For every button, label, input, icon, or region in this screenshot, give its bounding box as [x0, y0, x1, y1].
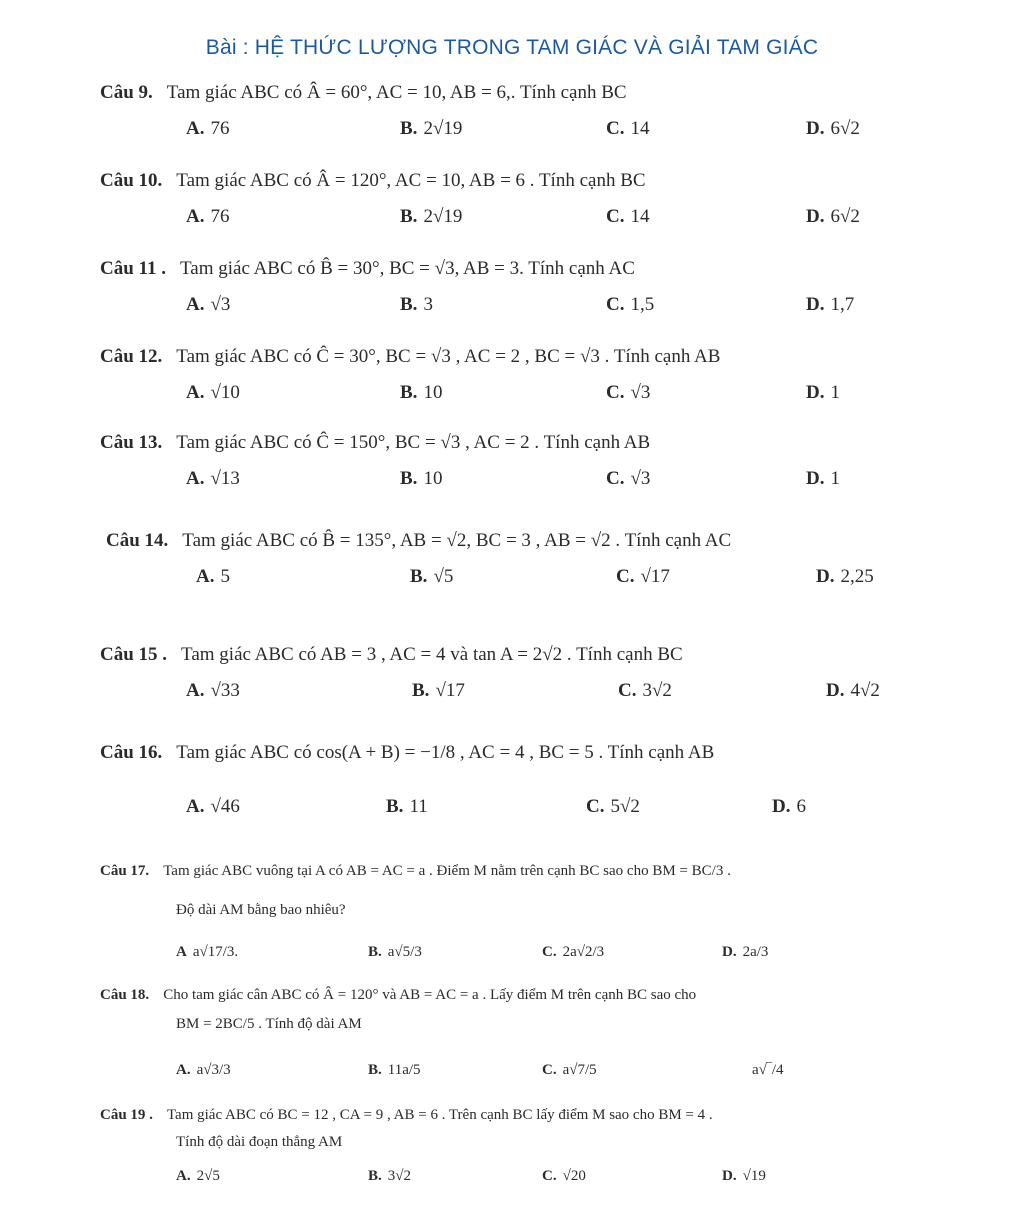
- question-number: Câu 14.: [106, 530, 169, 551]
- option-value: √3: [630, 382, 651, 403]
- question-14: [106, 528, 986, 554]
- option-value: a√5/3: [387, 944, 422, 960]
- answer-options: [196, 566, 996, 600]
- option-label: D.: [816, 566, 835, 587]
- option-value: 3√2: [642, 680, 672, 701]
- option-value: √3: [630, 468, 651, 489]
- option-label: A.: [196, 566, 215, 587]
- option-label: A: [176, 944, 187, 960]
- option-value: √33: [210, 680, 240, 701]
- option-label: B.: [368, 944, 382, 960]
- question-stem-continued: Độ dài AM bằng bao nhiêu?: [176, 902, 346, 918]
- option-value: a√17/3.: [192, 944, 239, 960]
- option-value: 3: [423, 294, 433, 315]
- question-number: Câu 15 .: [100, 644, 168, 665]
- option-label: D.: [806, 468, 825, 489]
- option-value: √17: [640, 566, 670, 587]
- option-label: C.: [606, 206, 625, 227]
- question-number: Câu 19 .: [100, 1107, 153, 1123]
- option-label: A.: [186, 294, 205, 315]
- answer-options: [186, 118, 986, 152]
- option-value: 6√2: [830, 118, 860, 139]
- option-value: 1: [830, 468, 840, 489]
- question-15: [100, 642, 980, 668]
- option-value: 2√19: [423, 206, 463, 227]
- option-value: 3√2: [387, 1168, 411, 1184]
- option-value: 11a/5: [387, 1062, 421, 1078]
- answer-options: [176, 1168, 976, 1202]
- option-value: 1,5: [630, 294, 655, 315]
- option-label: A.: [186, 468, 205, 489]
- question-16: [100, 740, 980, 766]
- option-label: D.: [722, 1168, 737, 1184]
- option-label: B.: [386, 796, 404, 817]
- question-stem: Tam giác ABC có B̂ = 30°, BC = √3, AB = 3. Tính cạnh AC: [180, 258, 635, 279]
- option-value: 14: [630, 118, 650, 139]
- option-label: C.: [542, 1062, 557, 1078]
- option-label: A.: [186, 206, 205, 227]
- option-label: B.: [368, 1168, 382, 1184]
- option-value: √19: [742, 1168, 766, 1184]
- question-17: [100, 858, 980, 884]
- option-value: 6√2: [830, 206, 860, 227]
- answer-options: [176, 944, 976, 978]
- option-value: 2√5: [196, 1168, 220, 1184]
- question-stem: Tam giác ABC có Ĉ = 150°, BC = √3 , AC = 2 . Tính cạnh AB: [176, 432, 651, 453]
- option-label: C.: [542, 1168, 557, 1184]
- option-value: √46: [210, 796, 240, 817]
- question-10: [100, 168, 980, 194]
- option-value: √20: [562, 1168, 586, 1184]
- option-value: 14: [630, 206, 650, 227]
- question-stem: Tam giác ABC có AB = 3 , AC = 4 và tan A = 2√2 . Tính cạnh BC: [181, 644, 683, 665]
- option-value: 6: [796, 796, 806, 817]
- question-number: Câu 13.: [100, 432, 163, 453]
- question-12: [100, 344, 980, 370]
- option-label: D.: [806, 294, 825, 315]
- option-value: √13: [210, 468, 240, 489]
- question-19: [100, 1102, 980, 1128]
- question-stem: Tam giác ABC có B̂ = 135°, AB = √2, BC = 3 , AB = √2 . Tính cạnh AC: [182, 530, 732, 551]
- option-value: 5√2: [610, 796, 640, 817]
- option-label: C.: [616, 566, 635, 587]
- option-label: A.: [186, 118, 205, 139]
- option-label: B.: [400, 382, 418, 403]
- option-value: 5: [220, 566, 230, 587]
- option-label: C.: [606, 468, 625, 489]
- option-value: 2a/3: [742, 944, 769, 960]
- question-number: Câu 18.: [100, 987, 150, 1003]
- option-label: D.: [806, 118, 825, 139]
- option-value: √5: [433, 566, 454, 587]
- option-value: √17: [435, 680, 465, 701]
- option-label: D.: [772, 796, 791, 817]
- question-stem-continued: BM = 2BC/5 . Tính độ dài AM: [176, 1016, 362, 1032]
- option-label: A.: [186, 680, 205, 701]
- option-label: C.: [586, 796, 605, 817]
- answer-options: [186, 206, 986, 240]
- option-label: A.: [186, 382, 205, 403]
- question-18: [100, 982, 980, 1008]
- question-stem: Cho tam giác cân ABC có Â = 120° và AB = AC = a . Lấy điểm M trên cạnh BC sao cho: [163, 987, 697, 1003]
- answer-options: [186, 294, 986, 328]
- option-label: C.: [618, 680, 637, 701]
- option-value: 1: [830, 382, 840, 403]
- option-value: 10: [423, 382, 443, 403]
- page-title: Bài : HỆ THỨC LƯỢNG TRONG TAM GIÁC VÀ GIẢI TAM GIÁC: [205, 36, 819, 59]
- question-number: Câu 9.: [100, 82, 153, 103]
- option-label: A.: [176, 1062, 191, 1078]
- question-stem: Tam giác ABC có Â = 60°, AC = 10, AB = 6,. Tính cạnh BC: [166, 82, 627, 103]
- option-label: D.: [806, 206, 825, 227]
- question-number: Câu 12.: [100, 346, 163, 367]
- question-9: [100, 80, 980, 106]
- option-label: B.: [368, 1062, 382, 1078]
- answer-options: [186, 382, 986, 416]
- question-stem: Tam giác ABC vuông tại A có AB = AC = a . Điểm M nằm trên cạnh BC sao cho BM = BC/3 .: [163, 863, 731, 879]
- answer-options: [186, 796, 986, 830]
- option-label: D.: [722, 944, 737, 960]
- option-value: 1,7: [830, 294, 855, 315]
- option-value: 76: [210, 118, 230, 139]
- option-value: a√7/5: [562, 1062, 597, 1078]
- option-value: √10: [210, 382, 240, 403]
- question-number: Câu 16.: [100, 742, 163, 763]
- answer-options: [186, 680, 986, 714]
- question-stem: Tam giác ABC có cos(A + B) = −1/8 , AC = 4 , BC = 5 . Tính cạnh AB: [176, 742, 715, 763]
- option-label: C.: [606, 382, 625, 403]
- option-value: √3: [210, 294, 231, 315]
- question-stem: Tam giác ABC có BC = 12 , CA = 9 , AB = 6 . Trên cạnh BC lấy điểm M sao cho BM = 4 .: [166, 1107, 713, 1123]
- question-stem: Tam giác ABC có Ĉ = 30°, BC = √3 , AC = 2 , BC = √3 . Tính cạnh AB: [176, 346, 721, 367]
- question-stem: Tam giác ABC có Â = 120°, AC = 10, AB = 6 . Tính cạnh BC: [176, 170, 646, 191]
- question-13: [100, 430, 980, 456]
- option-label: C.: [606, 294, 625, 315]
- option-label: C.: [606, 118, 625, 139]
- option-label: D.: [806, 382, 825, 403]
- question-number: Câu 11 .: [100, 258, 166, 279]
- option-label: B.: [400, 118, 418, 139]
- option-label: B.: [400, 294, 418, 315]
- option-label: B.: [410, 566, 428, 587]
- option-label: A.: [176, 1168, 191, 1184]
- option-label: C.: [542, 944, 557, 960]
- option-label: B.: [412, 680, 430, 701]
- question-stem-continued: Tính độ dài đoạn thẳng AM: [176, 1134, 343, 1150]
- answer-options: [186, 468, 986, 502]
- option-value: 76: [210, 206, 230, 227]
- option-value: 2a√2/3: [562, 944, 605, 960]
- option-label: A.: [186, 796, 205, 817]
- option-label: B.: [400, 468, 418, 489]
- answer-options: [176, 1062, 976, 1096]
- option-value: 2√19: [423, 118, 463, 139]
- option-value: 11: [409, 796, 428, 817]
- option-value: a√3/3: [196, 1062, 231, 1078]
- option-value: 10: [423, 468, 443, 489]
- question-number: Câu 17.: [100, 863, 150, 879]
- question-number: Câu 10.: [100, 170, 163, 191]
- option-value: 4√2: [850, 680, 880, 701]
- option-label: D.: [826, 680, 845, 701]
- option-value: a√‾/4: [752, 1062, 784, 1078]
- question-11: [100, 256, 980, 282]
- option-label: B.: [400, 206, 418, 227]
- option-value: 2,25: [840, 566, 874, 587]
